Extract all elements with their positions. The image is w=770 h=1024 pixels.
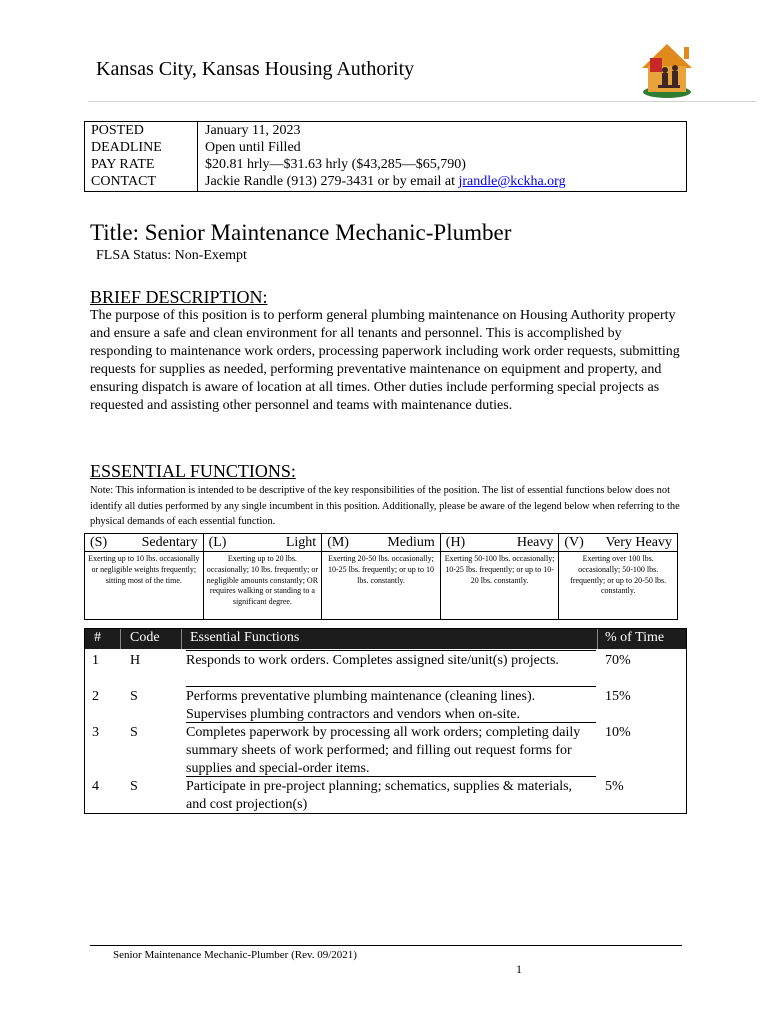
table-header xyxy=(85,629,686,649)
header-divider xyxy=(88,101,756,102)
brief-description-text: The purpose of this position is to perform general plumbing maintenance on Housing Authority property and ensure a safe and clean environment for all tenants and personnel. This is accomplished by responding to maintenance work orders, processing paperwork including work order requests, submitting requests for supplies as needed, performing preventative maintenance on equipment and property, and ensuring dispatch is aware of location at all times. Other duties include performing special projects as requested and assisting other personnel and teams with maintenance duties. xyxy=(90,308,680,413)
column-header-number: # xyxy=(94,630,101,645)
brief-description-heading: BRIEF DESCRIPTION: xyxy=(90,287,268,307)
pay-rate-label: PAY RATE xyxy=(91,157,155,172)
legend-description: Exerting up to 20 lbs. occasionally; 10 lbs. frequently; or negligible amounts constantly; OR requires walking or standing to a significant degree. xyxy=(206,554,319,607)
row-description: Responds to work orders. Completes assigned site/unit(s) projects. xyxy=(186,653,559,668)
essential-functions-heading: ESSENTIAL FUNCTIONS: xyxy=(90,461,296,481)
legend-sedentary xyxy=(85,534,204,619)
pay-rate-value: $20.81 hrly—$31.63 hrly ($43,285—$65,790) xyxy=(205,157,466,172)
row-percent: 15% xyxy=(605,689,631,704)
deadline-label: DEADLINE xyxy=(91,140,162,155)
legend-code: (V) xyxy=(564,535,584,550)
legend-light xyxy=(204,534,323,619)
legend-very-heavy xyxy=(559,534,677,619)
row-description: Performs preventative plumbing maintenance (cleaning lines). Supervises plumbing contractors and vendors when on-site. xyxy=(186,689,536,722)
legend-medium xyxy=(322,534,441,619)
legend-description: Exerting over 100 lbs. occasionally; 50-100 lbs. frequently; or up to 20-50 lbs. constantly. xyxy=(570,554,667,596)
row-description: Completes paperwork by processing all work orders; completing daily summary sheets of work performed; and filling out request forms for supplies and special-order items. xyxy=(186,725,581,776)
row-number: 3 xyxy=(92,725,99,740)
column-header-code: Code xyxy=(130,630,160,645)
row-code: S xyxy=(130,779,138,794)
physical-demands-legend xyxy=(84,533,678,620)
contact-label: CONTACT xyxy=(91,174,156,189)
legend-description: Exerting 50-100 lbs. occasionally; 10-25 lbs. frequently; or up to 10-20 lbs. constantly. xyxy=(444,554,555,585)
essential-functions-table xyxy=(84,628,687,814)
row-code: S xyxy=(130,725,138,740)
essential-functions-note: Note: This information is intended to be descriptive of the key responsibilities of the position. The list of essential functions below does not identify all duties performed by any single incumbent in this position. Additionally, please be aware of the legend below when referring to the physical demands of each essential function. xyxy=(90,485,680,527)
column-header-functions: Essential Functions xyxy=(190,630,300,645)
footer-revision-text: Senior Maintenance Mechanic-Plumber (Rev. 09/2021) xyxy=(113,949,357,961)
legend-description: Exerting up to 10 lbs. occasionally or negligible weights frequently; sitting most of the time. xyxy=(88,554,200,585)
contact-email-link[interactable]: jrandle@kckha.org xyxy=(458,174,566,189)
row-percent: 10% xyxy=(605,725,631,740)
row-number: 2 xyxy=(92,689,99,704)
legend-name: Sedentary xyxy=(141,535,198,550)
contact-name-phone: Jackie Randle (913) 279-3431 or by email at xyxy=(205,174,455,189)
job-title: Title: Senior Maintenance Mechanic-Plumber xyxy=(90,220,512,245)
legend-code: (S) xyxy=(90,535,108,550)
row-number: 4 xyxy=(92,779,99,794)
legend-code: (L) xyxy=(208,535,227,550)
legend-name: Heavy xyxy=(516,535,554,550)
housing-authority-logo xyxy=(636,38,698,100)
row-description: Participate in pre-project planning; schematics, supplies & materials, and cost projection(s) xyxy=(186,779,573,812)
legend-heavy xyxy=(441,534,560,619)
legend-code: (H) xyxy=(445,535,466,550)
legend-name: Medium xyxy=(387,535,435,550)
row-number: 1 xyxy=(92,653,99,668)
legend-code: (M) xyxy=(327,535,349,550)
legend-description: Exerting 20-50 lbs. occasionally; 10-25 lbs. frequently; or up to 10 lbs. constantly. xyxy=(327,554,434,585)
posted-date: January 11, 2023 xyxy=(205,123,301,138)
legend-name: Light xyxy=(285,535,317,550)
legend-name: Very Heavy xyxy=(605,535,672,550)
row-code: S xyxy=(130,689,138,704)
row-percent: 5% xyxy=(605,779,624,794)
page-number: 1 xyxy=(516,962,522,976)
flsa-status: FLSA Status: Non-Exempt xyxy=(96,248,247,263)
row-code: H xyxy=(130,653,141,668)
deadline-value: Open until Filled xyxy=(205,140,301,155)
footer-divider xyxy=(90,945,682,946)
posting-info-table xyxy=(84,121,687,192)
posted-label: POSTED xyxy=(91,123,144,138)
row-percent: 70% xyxy=(605,653,631,668)
column-header-percent-time: % of Time xyxy=(605,630,665,645)
organization-name: Kansas City, Kansas Housing Authority xyxy=(96,58,415,80)
contact-value xyxy=(205,174,566,190)
